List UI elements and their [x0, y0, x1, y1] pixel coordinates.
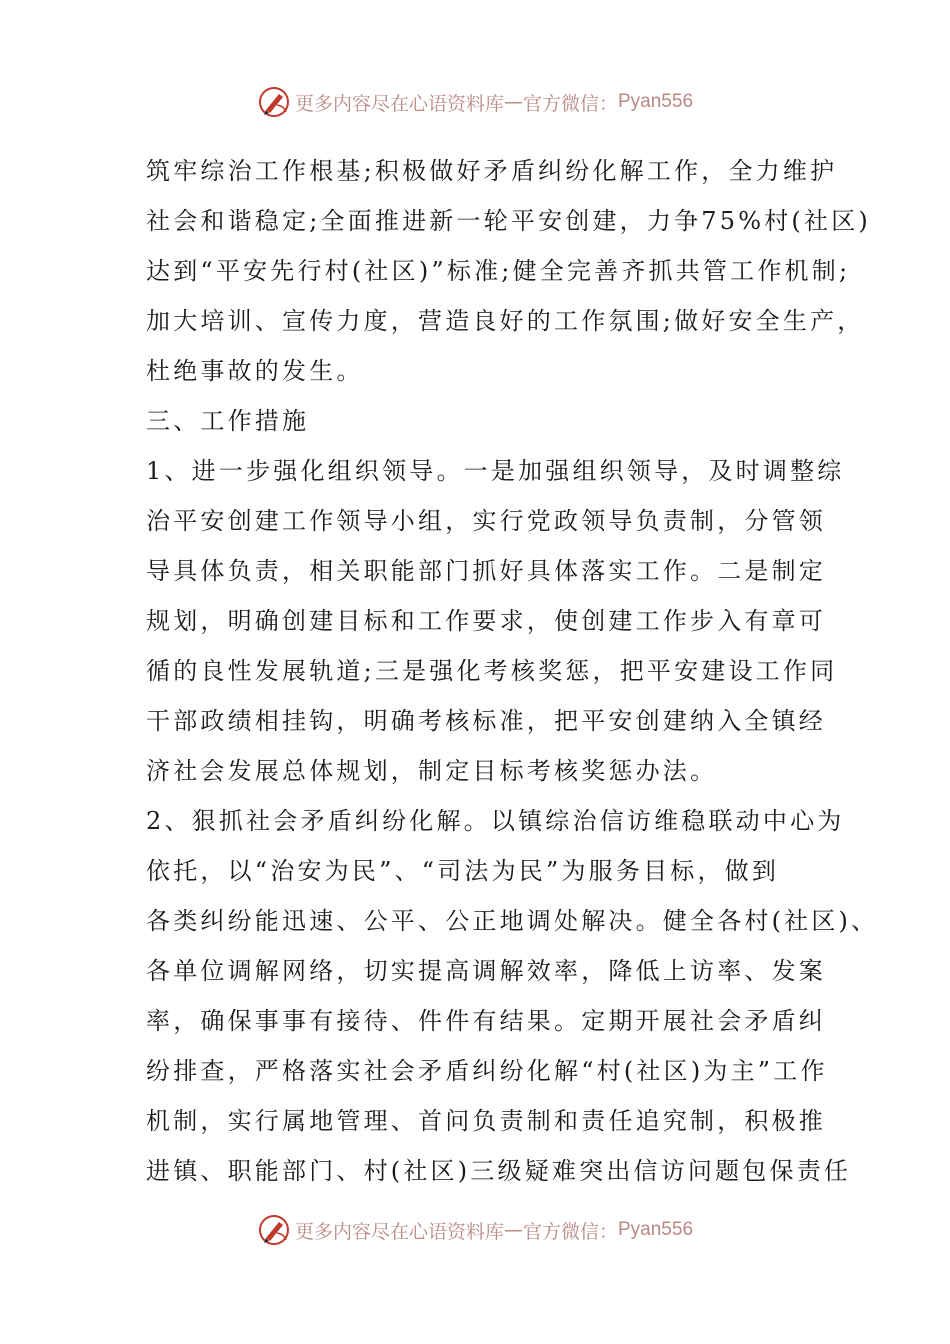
- body-line: 各单位调解网络，切实提高调解效率，降低上访率、发案: [146, 957, 826, 985]
- watermark-wechat-id: Pyan556: [618, 91, 694, 112]
- watermark-text: 更多内容尽在心语资料库: [294, 92, 504, 115]
- watermark-wechat-id: Pyan556: [618, 1219, 694, 1240]
- body-line: 加大培训、宣传力度，营造良好的工作氛围;做好安全生产，: [146, 307, 865, 335]
- document-body: [146, 146, 879, 1196]
- body-line: 各类纠纷能迅速、公平、公正地调处解决。健全各村(社区)、: [146, 907, 879, 935]
- watermark-text: 更多内容尽在心语资料库: [294, 1220, 504, 1243]
- body-line: 社会和谐稳定;全面推进新一轮平安创建，力争75%村(社区): [146, 207, 871, 235]
- body-line: 纷排查，严格落实社会矛盾纠纷化解“村(社区)为主”工作: [146, 1057, 828, 1085]
- body-line: 进镇、职能部门、村(社区)三级疑难突出信访问题包保责任: [146, 1157, 852, 1185]
- watermark-dash: —: [503, 1219, 523, 1241]
- body-line: 依托，以“治安为民”、“司法为民”为服务目标，做到: [146, 857, 780, 885]
- body-line: 筑牢综治工作根基;积极做好矛盾纠纷化解工作，全力维护: [146, 157, 838, 185]
- body-line: 治平安创建工作领导小组，实行党政领导负责制，分管领: [146, 507, 826, 535]
- watermark-label: 官方微信：: [522, 1220, 618, 1243]
- pen-logo-icon: [257, 1213, 291, 1247]
- body-line: 导具体负责，相关职能部门抓好具体落实工作。二是制定: [146, 557, 826, 585]
- header-watermark: [0, 82, 950, 122]
- body-line: 济社会发展总体规划，制定目标考核奖惩办法。: [146, 757, 718, 785]
- body-line: 率，确保事事有接待、件件有结果。定期开展社会矛盾纠: [146, 1007, 826, 1035]
- footer-watermark: [0, 1210, 950, 1250]
- body-line: 机制，实行属地管理、首问负责制和责任追究制，积极推: [146, 1107, 826, 1135]
- body-line: 干部政绩相挂钩，明确考核标准，把平安创建纳入全镇经: [146, 707, 826, 735]
- section-heading: 三、工作措施: [146, 407, 310, 435]
- watermark-label: 官方微信：: [522, 92, 618, 115]
- body-line: 杜绝事故的发生。: [146, 357, 364, 385]
- pen-logo-icon: [257, 85, 291, 119]
- watermark-dash: —: [503, 91, 523, 113]
- body-line: 1、进一步强化组织领导。一是加强组织领导，及时调整综: [146, 457, 845, 485]
- body-line: 达到“平安先行村(社区)”标准;健全完善齐抓共管工作机制;: [146, 257, 851, 285]
- body-line: 循的良性发展轨道;三是强化考核奖惩，把平安建设工作同: [146, 657, 838, 685]
- body-line: 规划，明确创建目标和工作要求，使创建工作步入有章可: [146, 607, 826, 635]
- body-line: 2、狠抓社会矛盾纠纷化解。以镇综治信访维稳联动中心为: [146, 807, 845, 835]
